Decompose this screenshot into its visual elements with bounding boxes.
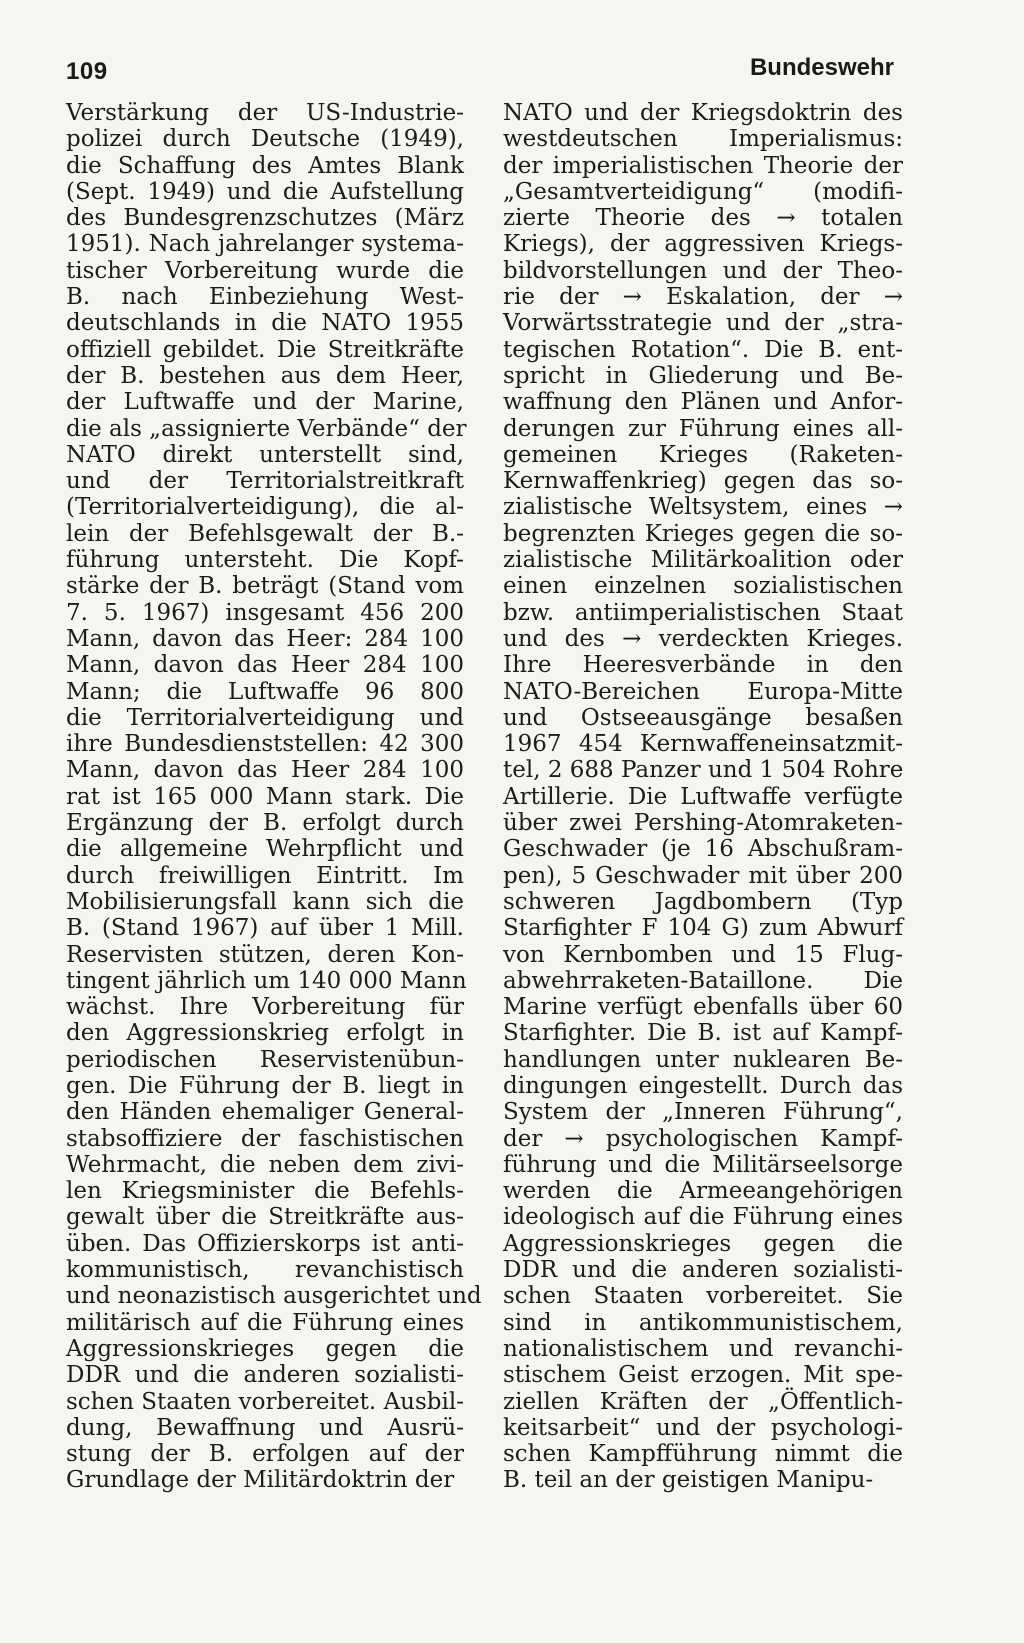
text-line: den Aggressionskrieg erfolgt in [66, 1020, 464, 1047]
text-line: DDR und die anderen sozialisti- [66, 1362, 464, 1389]
text-line: zialistische Weltsystem, eines → [503, 494, 903, 521]
text-line: wächst. Ihre Vorbereitung für [66, 994, 464, 1021]
text-line: Marine verfügt ebenfalls über 60 [503, 994, 903, 1021]
text-line: führung untersteht. Die Kopf- [66, 547, 464, 574]
text-line: „Gesamtverteidigung“ (modifi- [503, 178, 903, 205]
text-line: nationalistischem und revanchi- [503, 1335, 903, 1362]
text-line: der B. bestehen aus dem Heer, [66, 362, 464, 389]
text-line: der imperialistischen Theorie der [503, 152, 903, 179]
text-line: Starfighter. Die B. ist auf Kampf- [503, 1020, 903, 1047]
text-line: gewalt über die Streitkräfte aus- [66, 1204, 464, 1231]
text-line: den Händen ehemaliger General- [66, 1099, 464, 1126]
text-line: Grundlage der Militärdoktrin der [66, 1467, 455, 1494]
text-line: B. nach Einbeziehung West- [66, 284, 464, 311]
text-line: derungen zur Führung eines all- [503, 415, 903, 442]
text-line: tingent jährlich um 140 000 Mann [66, 967, 467, 994]
text-line: 7. 5. 1967) insgesamt 456 200 [66, 599, 464, 626]
text-line: (Sept. 1949) und die Aufstellung [66, 178, 464, 205]
right-text-column [503, 100, 903, 1494]
text-line: System der „Inneren Führung“, [503, 1099, 903, 1126]
text-line: und Ostseeausgänge besaßen [503, 704, 903, 731]
text-line: Ergänzung der B. erfolgt durch [66, 810, 464, 837]
text-line: schen Staaten vorbereitet. Sie [503, 1283, 903, 1310]
left-text-column [66, 100, 482, 1494]
text-line: ziellen Kräften der „Öffentlich- [503, 1388, 903, 1415]
text-line: Ihre Heeresverbände in den [503, 652, 903, 679]
text-line: len Kriegsminister die Befehls- [66, 1178, 464, 1205]
text-line: westdeutschen Imperialismus: [503, 126, 903, 153]
text-line: Verstärkung der US-Industrie- [66, 100, 464, 126]
text-line: offiziell gebildet. Die Streitkräfte [66, 336, 464, 363]
text-line: handlungen unter nuklearen Be- [503, 1046, 903, 1073]
text-line: Wehrmacht, die neben dem zivi- [66, 1151, 464, 1178]
text-line: Kriegs), der aggressiven Kriegs- [503, 231, 903, 258]
text-line: Kernwaffenkrieg) gegen das so- [503, 468, 903, 495]
text-line: stärke der B. beträgt (Stand vom [66, 573, 464, 600]
text-line: waffnung den Plänen und Anfor- [503, 389, 903, 416]
text-line: schen Kampfführung nimmt die [503, 1441, 903, 1468]
text-line: Mann, davon das Heer: 284 100 [66, 625, 464, 652]
text-line: bzw. antiimperialistischen Staat [503, 599, 903, 626]
page-header [0, 0, 1024, 100]
text-line: B. teil an der geistigen Manipu- [503, 1467, 874, 1494]
text-line: schweren Jagdbombern (Typ [503, 888, 903, 915]
text-line: spricht in Gliederung und Be- [503, 362, 903, 389]
text-line: dingungen eingestellt. Durch das [503, 1072, 903, 1099]
text-line: begrenzten Krieges gegen die so- [503, 520, 903, 547]
text-line: sind in antikommunistischem, [503, 1309, 903, 1336]
text-line: einen einzelnen sozialistischen [503, 573, 903, 600]
text-line: stung der B. erfolgen auf der [66, 1441, 464, 1468]
text-line: abwehrraketen-Bataillone. Die [503, 967, 903, 994]
text-line: Aggressionskrieges gegen die [66, 1335, 464, 1362]
text-line: B. (Stand 1967) auf über 1 Mill. [66, 915, 464, 942]
running-head: Bundeswehr [749, 54, 894, 81]
text-line: Aggressionskrieges gegen die [503, 1230, 903, 1257]
text-line: 1967 454 Kernwaffeneinsatzmit- [503, 731, 903, 758]
text-line: ideologisch auf die Führung eines [503, 1204, 903, 1231]
text-line: und des → verdeckten Krieges. [503, 625, 903, 652]
text-line: führung und die Militärseelsorge [503, 1151, 903, 1178]
text-line: pen), 5 Geschwader mit über 200 [503, 862, 903, 889]
text-line: NATO-Bereichen Europa-Mitte [503, 678, 903, 705]
text-line: der → psychologischen Kampf- [503, 1125, 903, 1152]
text-line: üben. Das Offizierskorps ist anti- [66, 1230, 464, 1257]
text-line: 1951). Nach jahrelanger systema- [66, 231, 464, 258]
text-line: tel, 2 688 Panzer und 1 504 Rohre [503, 757, 904, 784]
text-line: die allgemeine Wehrpflicht und [66, 836, 464, 863]
text-line: die als „assignierte Verbände“ der [66, 415, 467, 442]
text-line: NATO direkt unterstellt sind, [66, 441, 464, 468]
text-line: keitsarbeit“ und der psychologi- [503, 1414, 903, 1441]
text-line: NATO und der Kriegsdoktrin des [503, 100, 903, 126]
text-line: Artillerie. Die Luftwaffe verfügte [503, 783, 903, 810]
text-line: lein der Befehlsgewalt der B.- [66, 520, 464, 547]
text-line: und der Territorialstreitkraft [66, 468, 464, 495]
text-line: Geschwader (je 16 Abschußram- [503, 836, 903, 863]
text-line: die Schaffung des Amtes Blank [66, 152, 464, 179]
text-line: Mann, davon das Heer 284 100 [66, 757, 464, 784]
text-line: rat ist 165 000 Mann stark. Die [66, 783, 464, 810]
text-line: Mann, davon das Heer 284 100 [66, 652, 464, 679]
text-line: die Territorialverteidigung und [66, 704, 464, 731]
text-line: kommunistisch, revanchistisch [66, 1257, 464, 1284]
text-line: durch freiwilligen Eintritt. Im [66, 862, 464, 889]
page-number: 109 [66, 58, 108, 85]
text-line: stabsoffiziere der faschistischen [66, 1125, 464, 1152]
text-line: schen Staaten vorbereitet. Ausbil- [66, 1388, 464, 1415]
text-line: gemeinen Krieges (Raketen- [503, 441, 903, 468]
text-line: bildvorstellungen und der Theo- [503, 257, 903, 284]
text-line: tegischen Rotation“. Die B. ent- [503, 336, 903, 363]
text-line: Vorwärtsstrategie und der „stra- [503, 310, 903, 337]
text-line: DDR und die anderen sozialisti- [503, 1257, 903, 1284]
text-line: (Territorialverteidigung), die al- [66, 494, 464, 521]
text-line: über zwei Pershing-Atomraketen- [503, 810, 903, 837]
text-line: Mann; die Luftwaffe 96 800 [66, 678, 464, 705]
text-line: periodischen Reservistenübun- [66, 1046, 464, 1073]
text-line: von Kernbomben und 15 Flug- [503, 941, 903, 968]
text-line: und neonazistisch ausgerichtet und [66, 1283, 482, 1310]
text-line: der Luftwaffe und der Marine, [66, 389, 464, 416]
text-line: polizei durch Deutsche (1949), [66, 126, 464, 153]
text-line: Mobilisierungsfall kann sich die [66, 888, 464, 915]
text-line: zialistische Militärkoalition oder [503, 547, 903, 574]
text-line: werden die Armeeangehörigen [503, 1178, 903, 1205]
text-line: zierte Theorie des → totalen [503, 205, 903, 232]
text-line: rie der → Eskalation, der → [503, 284, 903, 311]
text-line: des Bundesgrenzschutzes (März [66, 205, 464, 232]
text-line: tischer Vorbereitung wurde die [66, 257, 464, 284]
text-line: Starfighter F 104 G) zum Abwurf [503, 915, 903, 942]
text-line: stischem Geist erzogen. Mit spe- [503, 1362, 903, 1389]
text-line: gen. Die Führung der B. liegt in [66, 1072, 464, 1099]
text-line: dung, Bewaffnung und Ausrü- [66, 1414, 464, 1441]
text-line: Reservisten stützen, deren Kon- [66, 941, 464, 968]
text-line: militärisch auf die Führung eines [66, 1309, 464, 1336]
text-line: ihre Bundesdienststellen: 42 300 [66, 731, 464, 758]
text-line: deutschlands in die NATO 1955 [66, 310, 464, 337]
